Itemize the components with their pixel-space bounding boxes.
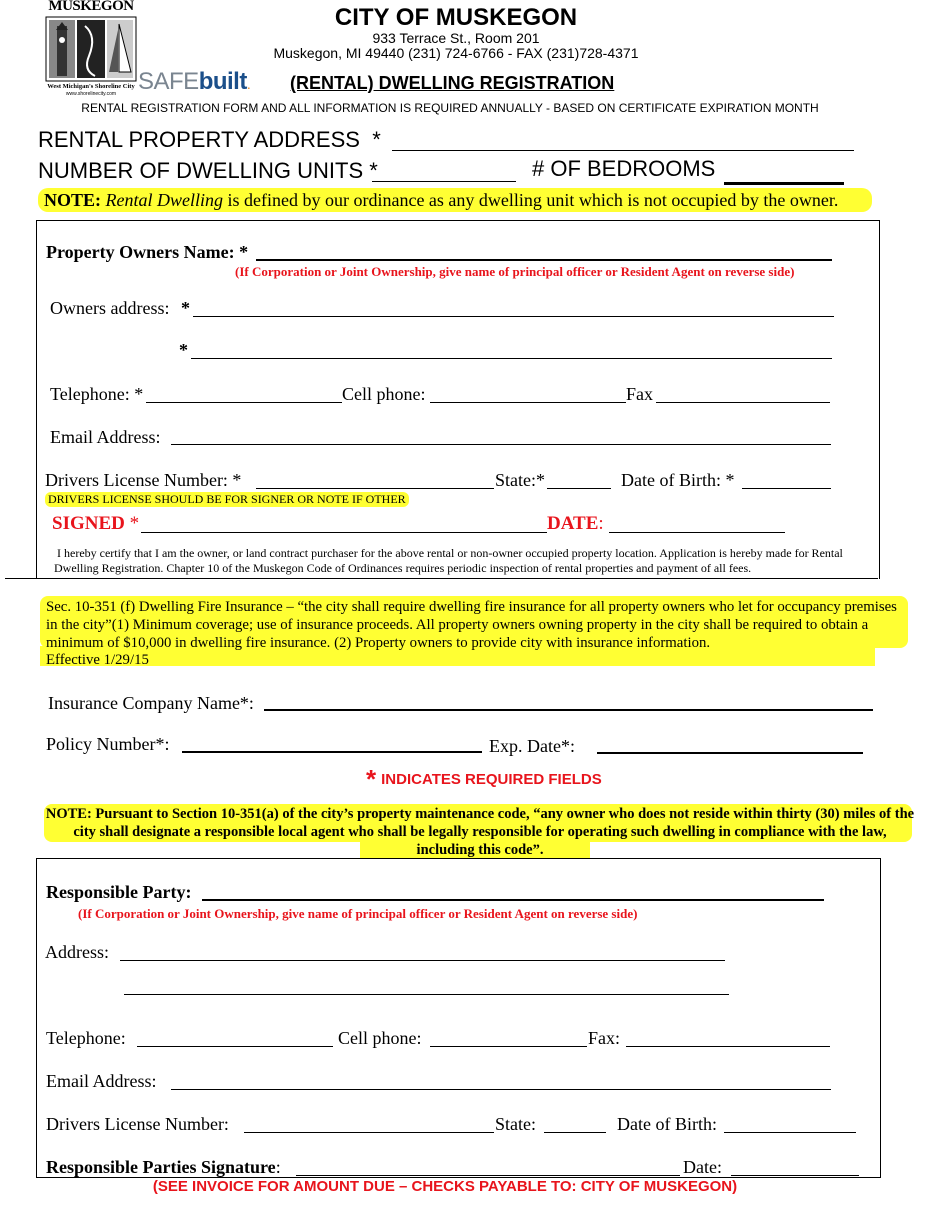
owner-state-input[interactable]: [547, 488, 611, 489]
owner-address-input-1[interactable]: [193, 316, 834, 317]
responsible-state-label: State:: [495, 1114, 536, 1134]
responsible-corp-note: (If Corporation or Joint Ownership, give name of principal officer or Resident Agent on reverse side): [78, 906, 638, 921]
insurance-effective-date: Effective 1/29/15: [46, 652, 149, 668]
owner-email-label: Email Address:: [50, 427, 161, 447]
policy-number-input[interactable]: [182, 751, 482, 753]
owner-cell-input[interactable]: [430, 402, 626, 403]
bedrooms-input[interactable]: [724, 182, 844, 185]
insurance-company-label: Insurance Company Name*:: [48, 693, 254, 713]
responsible-email-input[interactable]: [171, 1089, 831, 1090]
logo-url: www.shorelinecity.com: [65, 91, 117, 97]
logo-tagline: West Michigan's Shoreline City: [47, 83, 135, 90]
responsible-address-input-2[interactable]: [124, 994, 729, 995]
responsible-agent-note: NOTE: Pursuant to Section 10-351(a) of the city’s property maintenance code, “any owner who does not reside within thirty (30) miles of the city shall designate a responsible local agent who shall be legally responsible for operating such dwelling in compliance with the law, including this code”.: [45, 806, 915, 858]
signed-date-input[interactable]: [609, 532, 785, 533]
rental-address-label: RENTAL PROPERTY ADDRESS *: [38, 127, 381, 152]
certify-statement: I hereby certify that I am the owner, or land contract purchaser for the above rental or non-owner occupied property location. Application is hereby made for Rental Dwelling Registration. Chapter 10 of the Muskegon Code of Ordinances requires periodic inspection of rental properties and payment of all fees.: [54, 546, 843, 575]
responsible-cell-input[interactable]: [430, 1046, 587, 1047]
logo-lighthouse-icon: [45, 16, 137, 82]
owner-box-bottom-rule: [5, 578, 878, 579]
owner-fax-input[interactable]: [656, 402, 830, 403]
owner-fax-label: Fax: [626, 384, 653, 404]
safebuilt-built: built: [198, 68, 247, 95]
owner-license-label: Drivers License Number: *: [45, 470, 242, 490]
city-address-line2: Muskegon, MI 49440 (231) 724-6766 - FAX (231)728-4371: [273, 45, 639, 61]
owner-name-label: Property Owners Name: *: [46, 242, 249, 262]
owner-telephone-input[interactable]: [146, 402, 342, 403]
responsible-dob-label: Date of Birth:: [617, 1114, 717, 1134]
dwelling-units-input[interactable]: [372, 181, 516, 182]
responsible-dob-input[interactable]: [724, 1132, 856, 1133]
owner-dob-label: Date of Birth: *: [621, 470, 735, 490]
owner-address-star-1: *: [181, 298, 190, 318]
owner-license-input[interactable]: [256, 488, 494, 489]
insurance-company-input[interactable]: [264, 709, 873, 711]
rental-address-input[interactable]: [392, 150, 854, 151]
owner-corp-note: (If Corporation or Joint Ownership, give name of principal officer or Resident Agent on reverse side): [235, 264, 795, 279]
owner-email-input[interactable]: [171, 444, 831, 445]
exp-date-input[interactable]: [597, 752, 863, 754]
owner-address-label: Owners address:: [50, 298, 170, 318]
owner-telephone-label: Telephone: *: [50, 384, 144, 404]
safebuilt-logo: SAFEbuilt.: [138, 68, 251, 95]
responsible-state-input[interactable]: [544, 1132, 606, 1133]
responsible-cell-label: Cell phone:: [338, 1028, 422, 1048]
owner-address-input-2[interactable]: [191, 358, 832, 359]
payment-footer-note: (SEE INVOICE FOR AMOUNT DUE – CHECKS PAYABLE TO: CITY OF MUSKEGON): [152, 1178, 738, 1195]
owner-state-label: State:*: [495, 470, 545, 490]
logo-wordmark: MUSKEGON: [48, 0, 134, 14]
form-subtitle: RENTAL REGISTRATION FORM AND ALL INFORMATION IS REQUIRED ANNUALLY - BASED ON CERTIFICATE EXPIRATION MONTH: [81, 101, 819, 115]
responsible-date-input[interactable]: [731, 1175, 859, 1176]
signature-input[interactable]: [141, 532, 547, 533]
policy-number-label: Policy Number*:: [46, 734, 170, 754]
city-title: CITY OF MUSKEGON: [334, 4, 578, 31]
responsible-telephone-input[interactable]: [137, 1046, 333, 1047]
owner-address-star-2: *: [179, 340, 188, 360]
responsible-fax-input[interactable]: [626, 1046, 830, 1047]
bedrooms-label: # OF BEDROOMS: [532, 156, 716, 181]
responsible-party-label: Responsible Party:: [46, 882, 192, 902]
responsible-email-label: Email Address:: [46, 1071, 157, 1091]
owner-dob-input[interactable]: [742, 488, 831, 489]
required-fields-note: * INDICATES REQUIRED FIELDS: [366, 764, 602, 794]
dwelling-units-label: NUMBER OF DWELLING UNITS *: [38, 158, 378, 183]
city-address-line1: 933 Terrace St., Room 201: [372, 30, 540, 46]
form-title: (RENTAL) DWELLING REGISTRATION: [290, 73, 615, 93]
responsible-fax-label: Fax:: [588, 1028, 621, 1048]
signed-label: SIGNED *: [52, 513, 140, 534]
license-note: DRIVERS LICENSE SHOULD BE FOR SIGNER OR NOTE IF OTHER: [45, 492, 409, 507]
responsible-address-input-1[interactable]: [120, 960, 725, 961]
exp-date-label: Exp. Date*:: [489, 736, 575, 756]
responsible-signature-input[interactable]: [296, 1175, 680, 1176]
responsible-license-label: Drivers License Number:: [46, 1114, 229, 1134]
responsible-signature-label: Responsible Parties Signature:: [46, 1157, 281, 1177]
owner-name-input[interactable]: [256, 259, 832, 261]
rental-dwelling-note: NOTE: Rental Dwelling is defined by our ordinance as any dwelling unit which is not occupied by the owner.: [38, 188, 872, 212]
responsible-license-input[interactable]: [244, 1132, 494, 1133]
responsible-date-label: Date:: [683, 1157, 722, 1177]
responsible-party-input[interactable]: [202, 899, 824, 901]
muskegon-logo: [45, 0, 137, 95]
safebuilt-safe: SAFE: [138, 68, 199, 95]
insurance-ordinance-text: Sec. 10-351 (f) Dwelling Fire Insurance – “the city shall require dwelling fire insurance for all property owners who let for occupancy premises in the city”(1) Minimum coverage; use of insurance proceeds. All property owners owning property in the city shall be required to obtain a minimum of $10,000 in dwelling fire insurance. (2) Property owners to provide city with insurance information.: [46, 599, 897, 651]
signed-date-label: DATE:: [547, 513, 604, 534]
responsible-telephone-label: Telephone:: [46, 1028, 126, 1048]
owner-cell-label: Cell phone:: [342, 384, 426, 404]
responsible-address-label: Address:: [45, 942, 109, 962]
